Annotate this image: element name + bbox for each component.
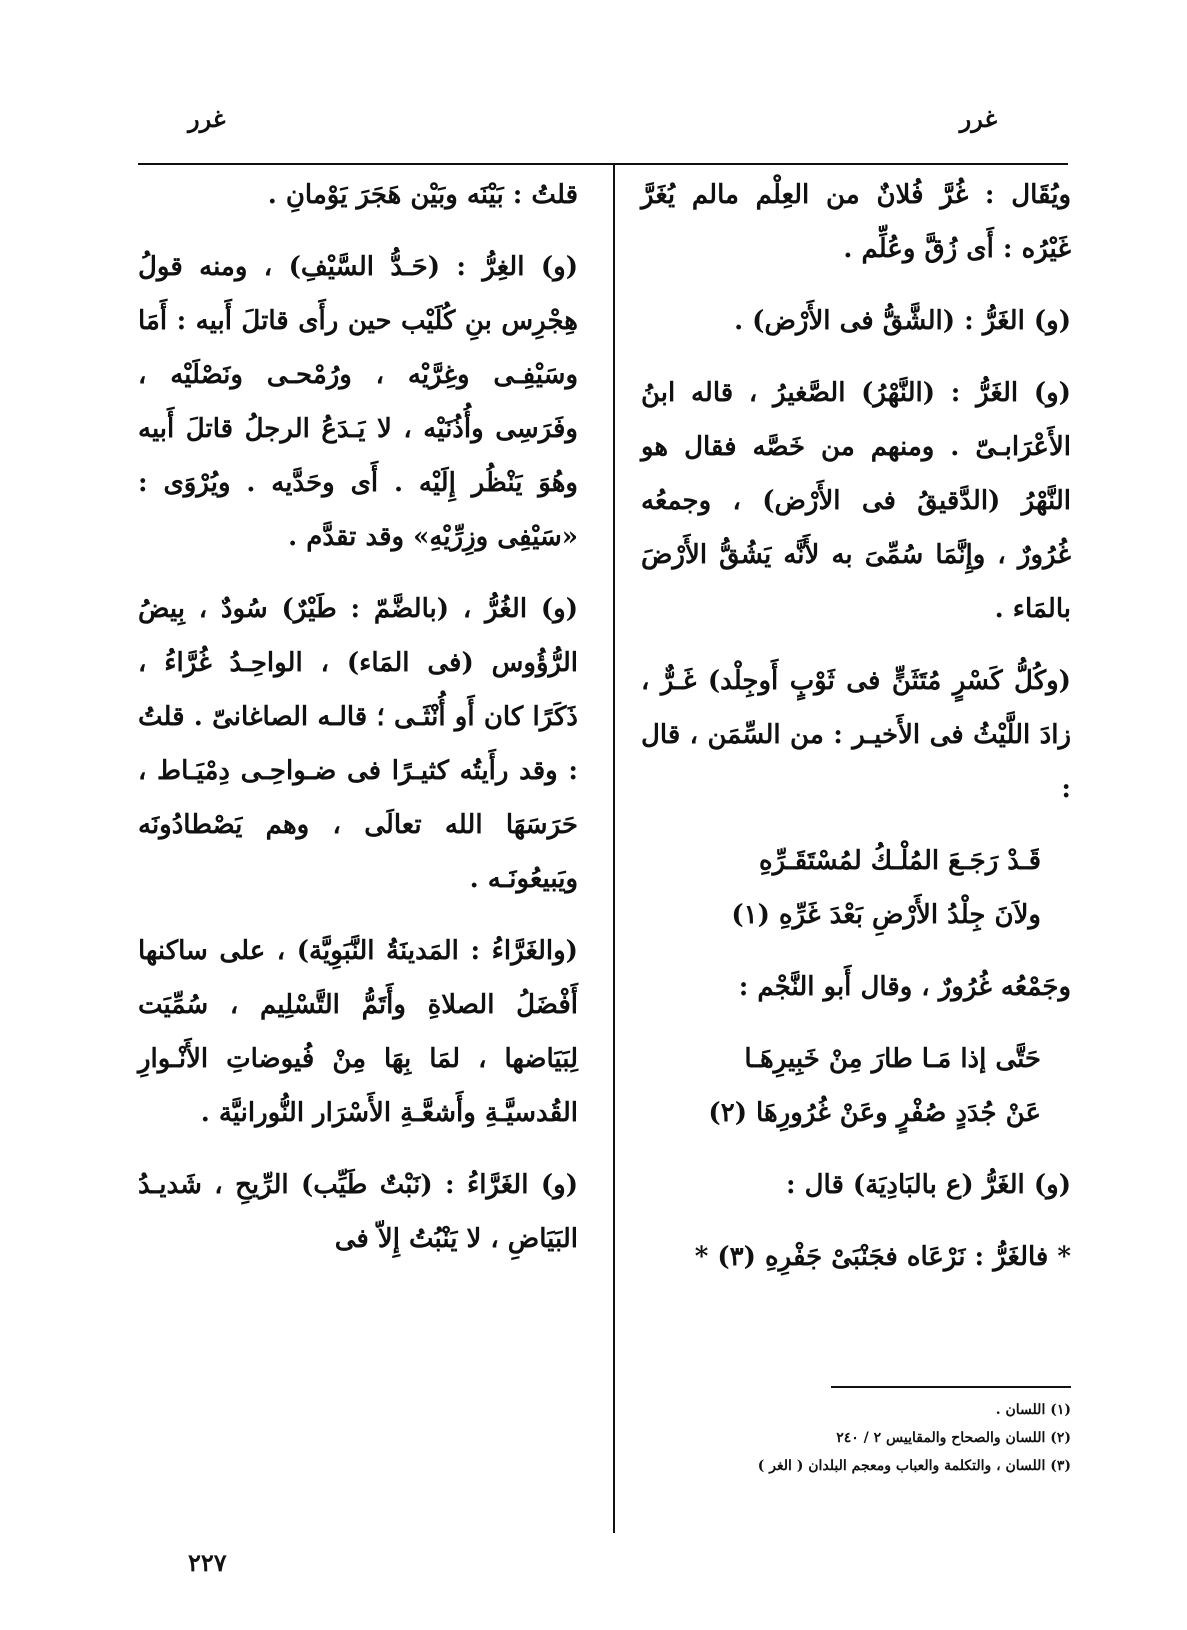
left-column [138,168,578,1284]
footnote: (٣) اللسان ، والتكلمة والعباب ومعجم البلدان ( الغر ) [757,1458,1071,1474]
footnotes [631,1396,1071,1480]
header-rule [138,163,1068,165]
paragraph: (و) الغَرُّ (ع بالبَادِيَة) قال : [785,1170,1071,1200]
paragraph: ويُقَال : غُرَّ فُلانٌ من العِلْم مالم يُغَرَّ غَيْرُه : أَى زُقَّ وعُلِّم . [641,180,1071,264]
paragraph: وجَمْعُه غُرُورٌ ، وقال أَبو النَّجْم : [738,972,1071,1002]
paragraph: (و) الغُرُّ ، (بالضَّمّ : طَيْرٌ) سُودٌ ، بِيضُ الرُّؤُوس (فى المَاء) ، الواحِـدُ غُرَّاءُ ، ذَكَرًا كان أَو أُنْثَـى ؛ قالـه الصاغانىّ . قلتُ : وقد رأَيتُه كثيـرًا فى ضـواحِـى دِمْيَـاط ، حَرَسَهَا الله تعالَى ، وهم يَصْطادُونَه ويَبيعُونَـه . [138,594,578,894]
paragraph: قلتُ : بَيْنَه وبَيْن هَجَرَ يَوْمانِ . [267,180,578,210]
right-column [641,168,1071,1302]
paragraph: (و) الغَرَّاءُ : (نَبْتٌ طَيِّب) الرِّيحِ ، شَديـدُ البَيَاضِ ، لا يَنْبُتُ إِلاّ فى [138,1170,578,1254]
paragraph: (والغَرَّاءُ : المَدينَةُ النَّبَوِيَّة) ، على ساكنها أَفْضَلُ الصلاةِ وأَتَمُّ التَّسْلِيم ، سُمِّيَت لِبَيَاضها ، لمَا بِهَا مِنْ فُيوضاتِ الأَنْـوارِ القُدسيَّـةِ وأَشعَّـةِ الأَسْرَار النُّورانيَّة . [138,936,578,1128]
paragraph: * فالغَرُّ : نَرْعَاه فجَنْبَىْ جَفْرِهِ (٣) * [694,1242,1071,1272]
running-head-left: غرر [188,104,226,133]
verse [641,834,1071,942]
footnote: (٢) اللسان والصحاح والمقاييس ٢ / ٢٤٠ [836,1430,1071,1446]
verse-line: عَنْ جُدَدٍ صُفْرٍ وعَنْ غُرُورِهَا (٢) [708,1098,1041,1128]
paragraph: (وكُلُّ كَسْرٍ مُتَثَنٍّ فى ثَوْبٍ أَوجِلْد) غَـرٌّ ، زادَ اللَّيْثُ فى الأَخيـر : من السِّمَن ، قال : [641,666,1071,804]
paragraph: (و) الغَرُّ : (الشَّقُّ فى الأَرْض) . [734,306,1071,336]
column-divider [613,163,615,1533]
footnote-rule [831,1386,1071,1388]
running-head-right: غرر [959,104,997,133]
verse-line: ولاَنَ جِلْدُ الأَرْضِ بَعْدَ غَرِّهِ (١) [731,900,1041,930]
verse-line: حَتَّى إذا مَـا طارَ مِنْ خَبِيرِهَـا [744,1044,1041,1074]
paragraph: (و) الغَرُّ : (النَّهْرُ) الصَّغيرُ ، قاله ابنُ الأَعْرَابـىّ . ومنهم من خَصَّه فقال هو النَّهْرُ (الدَّقيقُ فى الأَرْض) ، وجمعُه غُرُورٌ ، وإِنَّمَا سُمِّىَ به لأَنَّه يَشُقُّ الأَرْضَ بالمَاء . [641,378,1071,624]
verse-line: قَـدْ رَجَـعَ المُلْـكُ لمُسْتَقَـرِّهِ [759,846,1041,876]
verse [641,1032,1071,1140]
page-number: ٢٢٧ [188,1548,227,1577]
footnote: (١) اللسان . [995,1402,1071,1418]
paragraph: (و) الغِرُّ : (حَـدُّ السَّيْفِ) ، ومنه قولُ هِجْرِس بنِ كُلَيْب حين رأَى قاتلَ أَبيه : أَمَا وسَيْفِـى وغِرَّيْه ، ورُمْحـى ونَصْلَيْه ، وفَرَسِى وأُذُنَيْه ، لا يَـدَعُ الرجلُ قاتلَ أَبيه وهُوَ يَنْظُر إِلَيْه . أَى وحَدَّيه . ويُرْوَى : «سَيْفِى وزِرِّيْهِ» وقد تقدَّم . [138,252,578,552]
